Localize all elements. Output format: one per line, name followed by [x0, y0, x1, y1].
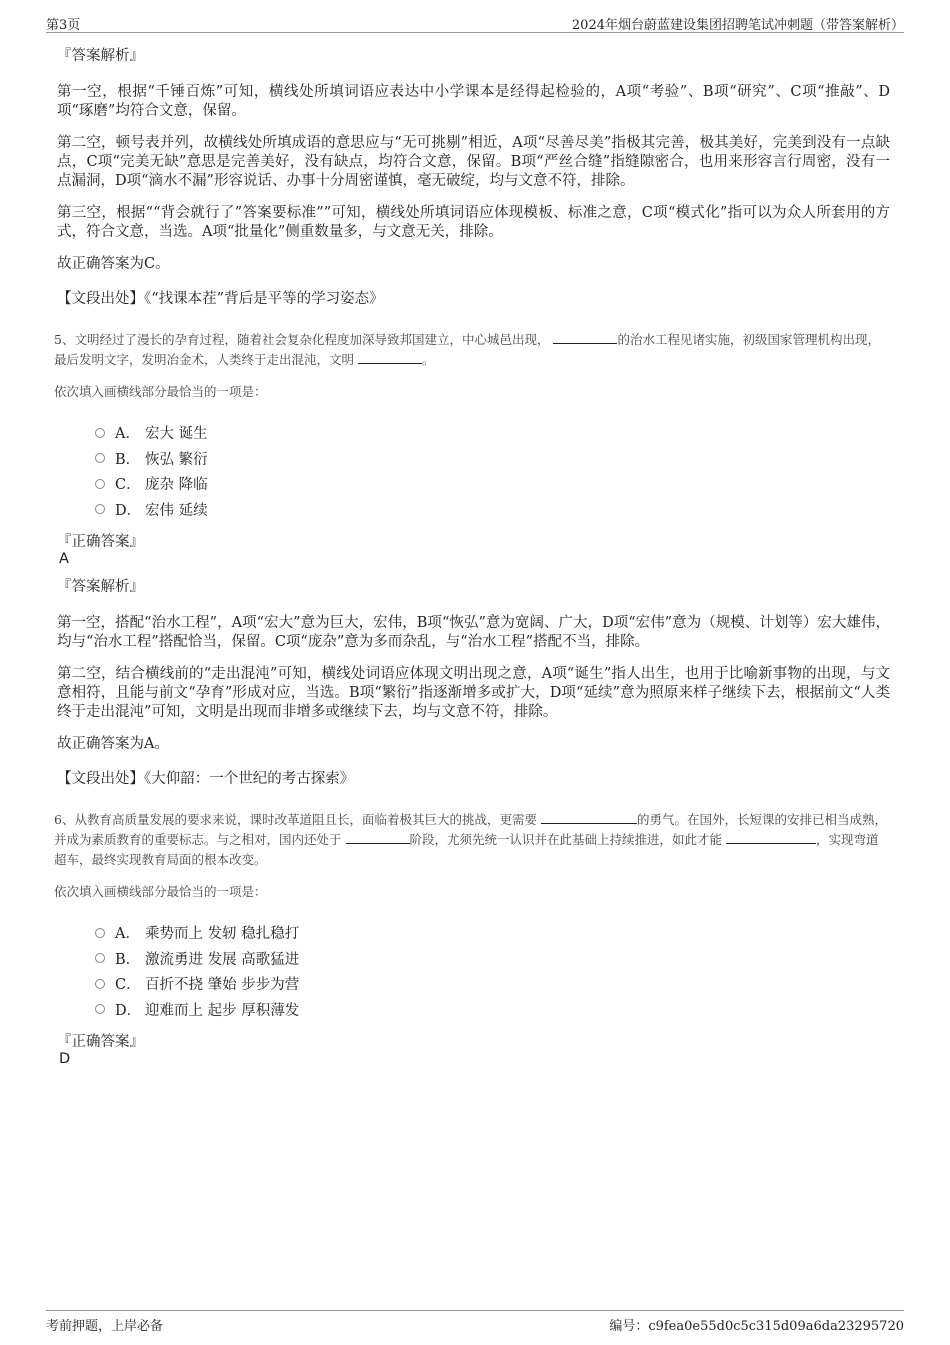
option-a[interactable]: A． 宏大 诞生 — [95, 420, 890, 446]
answer-blank — [726, 831, 816, 844]
answer-blank — [346, 831, 410, 844]
question-6-options — [95, 920, 890, 1022]
question-prompt: 依次填入画横线部分最恰当的一项是： — [54, 384, 267, 399]
footer-slogan: 考前押题，上岸必备 — [46, 1319, 164, 1334]
option-b[interactable]: B． 恢弘 繁衍 — [95, 446, 890, 472]
option-b[interactable]: B． 激流勇进 发展 高歌猛进 — [95, 946, 890, 972]
radio-icon[interactable] — [95, 1004, 105, 1014]
radio-icon[interactable] — [95, 479, 105, 489]
question-5-text: 5、文明经过了漫长的孕育过程，随着社会复杂化程度加深导致邦国建立，中心城邑出现， 的治水工程见诸实施，初级国家管理机构出现，最后发明文字，发明冶金术，人类终于走出混沌，文明 。 — [54, 332, 880, 367]
analysis-paragraph: 第一空，根据“千锤百炼”可知，横线处所填词语应表达中小学课本是经得起检验的，A项“考验”、B项“研究”、C项“推敲”、D项“琢磨”均符合文意，保留。 — [57, 84, 890, 119]
radio-icon[interactable] — [95, 504, 105, 514]
analysis-paragraph: 第二空，结合横线前的“走出混沌”可知，横线处词语应体现文明出现之意，A项“诞生”指人出生，也用于比喻新事物的出现，与文意相符，且能与前文“孕育”形成对应，当选。B项“繁衍”指逐渐增多或扩大，D项“延续”意为照原来样子继续下去，根据前文“人类终于走出混沌”可知，文明是出现而非增多或继续下去，均与文意不符，排除。 — [57, 666, 890, 720]
radio-icon[interactable] — [95, 979, 105, 989]
document-title: 2024年烟台蔚蓝建设集团招聘笔试冲刺题（带答案解析） — [571, 18, 904, 33]
analysis-paragraph: 第三空，根据““背会就行了”答案要标准””可知，横线处所填词语应体现模板、标准之意，C项“模式化”指可以为众人所套用的方式，符合文意，当选。A项“批量化”侧重数量多，与文意无关，排除。 — [57, 205, 890, 240]
option-c[interactable]: C． 庞杂 降临 — [95, 471, 890, 497]
correct-answer: D — [59, 1051, 71, 1067]
page-header — [46, 12, 904, 33]
option-d[interactable]: D． 宏伟 延续 — [95, 497, 890, 523]
answer-blank — [358, 351, 422, 364]
correct-answer-label: 『正确答案』 — [57, 534, 144, 550]
conclusion: 故正确答案为A。 — [57, 736, 169, 752]
document-id: 编号：c9fea0e55d0c5c315d09a6da23295720 — [609, 1319, 904, 1334]
answer-blank — [541, 811, 637, 824]
question-6-text: 6、从教育高质量发展的要求来说，课时改革道阻且长，面临着极其巨大的挑战，更需要 的勇气。在国外，长短课的安排已相当成熟，并成为素质教育的重要标志。与之相对，国内还处于 阶段，尤须先统一认识并在此基础上持续推进，如此才能 ，实现弯道超车，最终实现教育局面的根本改变。 — [54, 812, 887, 867]
question-prompt: 依次填入画横线部分最恰当的一项是： — [54, 884, 267, 899]
page-footer — [46, 1310, 904, 1335]
radio-icon[interactable] — [95, 428, 105, 438]
radio-icon[interactable] — [95, 453, 105, 463]
conclusion: 故正确答案为C。 — [57, 256, 170, 272]
correct-answer: A — [59, 551, 69, 567]
radio-icon[interactable] — [95, 928, 105, 938]
analysis-label: 『答案解析』 — [57, 48, 144, 64]
option-a[interactable]: A． 乘势而上 发轫 稳扎稳打 — [95, 920, 890, 946]
analysis-paragraph: 第一空，搭配“治水工程”，A项“宏大”意为巨大，宏伟，B项“恢弘”意为宽阔、广大，D项“宏伟”意为（规模、计划等）宏大雄伟，均与“治水工程”搭配恰当，保留。C项“庞杂”意为多而杂乱，与“治水工程”搭配不当，排除。 — [57, 615, 890, 650]
page-number: 第3页 — [46, 18, 81, 33]
correct-answer-label: 『正确答案』 — [57, 1034, 144, 1050]
analysis-label: 『答案解析』 — [57, 579, 144, 595]
radio-icon[interactable] — [95, 953, 105, 963]
analysis-paragraph: 第二空，顿号表并列，故横线处所填成语的意思应与“无可挑剔”相近，A项“尽善尽美”指极其完善，极其美好，完美到没有一点缺点，C项“完美无缺”意思是完善美好，没有缺点，均符合文意，保留。B项“严丝合缝”指缝隙密合，也用来形容言行周密，没有一点漏洞，D项“滴水不漏”形容说话、办事十分周密谨慎，毫无破绽，均与文意不符，排除。 — [57, 135, 890, 189]
source-citation: 【文段出处】《大仰韶：一个世纪的考古探索》 — [57, 771, 355, 787]
source-citation: 【文段出处】《“找课本茬”背后是平等的学习姿态》 — [57, 291, 384, 307]
page-content — [54, 44, 890, 1075]
question-5-options — [95, 420, 890, 522]
answer-blank — [553, 331, 617, 344]
option-d[interactable]: D． 迎难而上 起步 厚积薄发 — [95, 997, 890, 1023]
option-c[interactable]: C． 百折不挠 肇始 步步为营 — [95, 971, 890, 997]
